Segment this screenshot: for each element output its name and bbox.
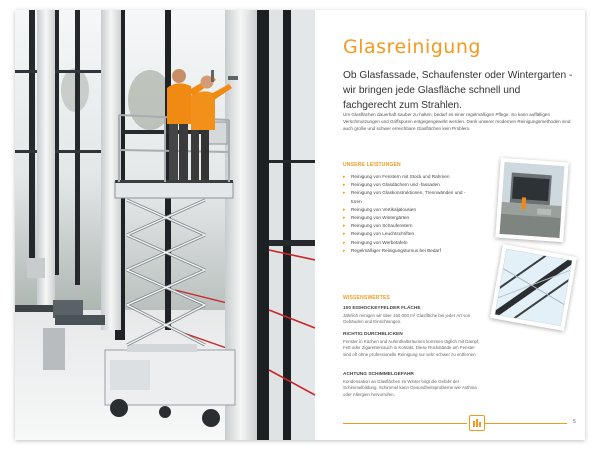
wissen-heading: WISSENSWERTES xyxy=(343,295,391,301)
list-item: ▸ Reinigung von Wintergärten xyxy=(343,215,410,222)
wissen-block-3 xyxy=(343,372,483,398)
list-item: ▸ Reinigung von Schaufenstern xyxy=(343,223,413,230)
footer-divider-right xyxy=(485,423,567,424)
building-photo-illustration xyxy=(500,162,565,238)
list-item: ▸ Reinigung von Glasdächern und -fassaden xyxy=(343,182,440,189)
list-item: ▸ Reinigung von Glaskonstruktionen, Trennwänden und -türen xyxy=(343,190,466,204)
bullet-icon: ▸ xyxy=(343,223,346,230)
bullet-icon: ▸ xyxy=(343,206,346,213)
company-logo-icon xyxy=(469,415,485,431)
wissen-block-2 xyxy=(343,332,483,358)
photo-glass-roof xyxy=(490,244,577,331)
logo-mark-icon xyxy=(472,418,482,428)
bullet-icon: ▸ xyxy=(343,247,346,254)
wissen-block-1 xyxy=(343,306,483,326)
page-title: Glasreinigung xyxy=(343,36,481,58)
brochure-spread xyxy=(15,10,585,440)
page-number: 5 xyxy=(573,419,576,425)
services-list xyxy=(343,173,473,255)
list-item: ▸ Reinigung von Vertikaljalousien xyxy=(343,206,417,213)
lead-text: Ob Glasfassade, Schaufenster oder Wintergarten - wir bringen jede Glasfläche schnell und fachgerecht zum Strahlen. xyxy=(343,70,573,111)
cleaning-photo xyxy=(15,10,315,440)
photo-building xyxy=(495,158,568,243)
wissen-text-1: Jährlich reinigen wir über 150.000 m² Glasfläche bei jeder Art von Gebäuden und Einrichtungen. xyxy=(343,313,471,325)
bullet-icon: ▸ xyxy=(343,174,346,180)
bullet-icon: ▸ xyxy=(343,239,346,246)
intro-text: Um Glasflächen dauerhaft sauber zu halten, bedarf es einer regelmäßigen Pflege. So kann auffälligen Verschmutzungen und Griffspuren entgegengewirkt werden. Dank unserer modernen Reinigungsmethoden sind auch große und schwer erreichbare Glasflächen kein Problem. xyxy=(343,112,571,131)
footer-divider-left xyxy=(343,423,467,424)
list-item: ▸ Regelmäßiger Reinigungsturnus bei Bedarf xyxy=(343,247,441,254)
wissen-heading-2: RICHTIG DURCHBLICKEN xyxy=(343,332,403,337)
glass-roof-illustration xyxy=(495,249,573,327)
wissen-heading-1: 100 EISHOCKEYFELDER FLÄCHE xyxy=(343,306,421,311)
bullet-icon: ▸ xyxy=(343,190,346,197)
bullet-icon: ▸ xyxy=(343,231,346,238)
text-page xyxy=(315,10,585,440)
services-heading: UNSERE LEISTUNGEN xyxy=(343,162,401,168)
list-item: ▸ Reinigung von Werbetafeln xyxy=(343,239,408,246)
wissen-text-2: Fenster in Küchen und Aufenthaltsräumen kommen täglich mit Dampf, Fett oder Zigarettenrauch in Kontakt. Diese Rückstände am Fenster sind oft ohne professionelle Reinigung nur sehr schwer zu entfernen. xyxy=(343,339,480,357)
list-item: ▸ Reinigung von Leuchtschriften xyxy=(343,231,415,238)
photo-illustration xyxy=(15,10,315,440)
bullet-icon: ▸ xyxy=(343,215,346,222)
list-item: ▸ Reinigung von Fenstern mit Stock und Rahmen xyxy=(343,174,450,180)
wissen-heading-3: ACHTUNG SCHIMMELGEFAHR xyxy=(343,372,414,377)
bullet-icon: ▸ xyxy=(343,182,346,189)
wissen-text-3: Kondensation an Glasflächen im Winter birgt die Gefahr der Schimmelbildung. Schimmel kann Gesundheitsprobleme wie Asthma oder Allergien hervorrufen. xyxy=(343,379,477,397)
